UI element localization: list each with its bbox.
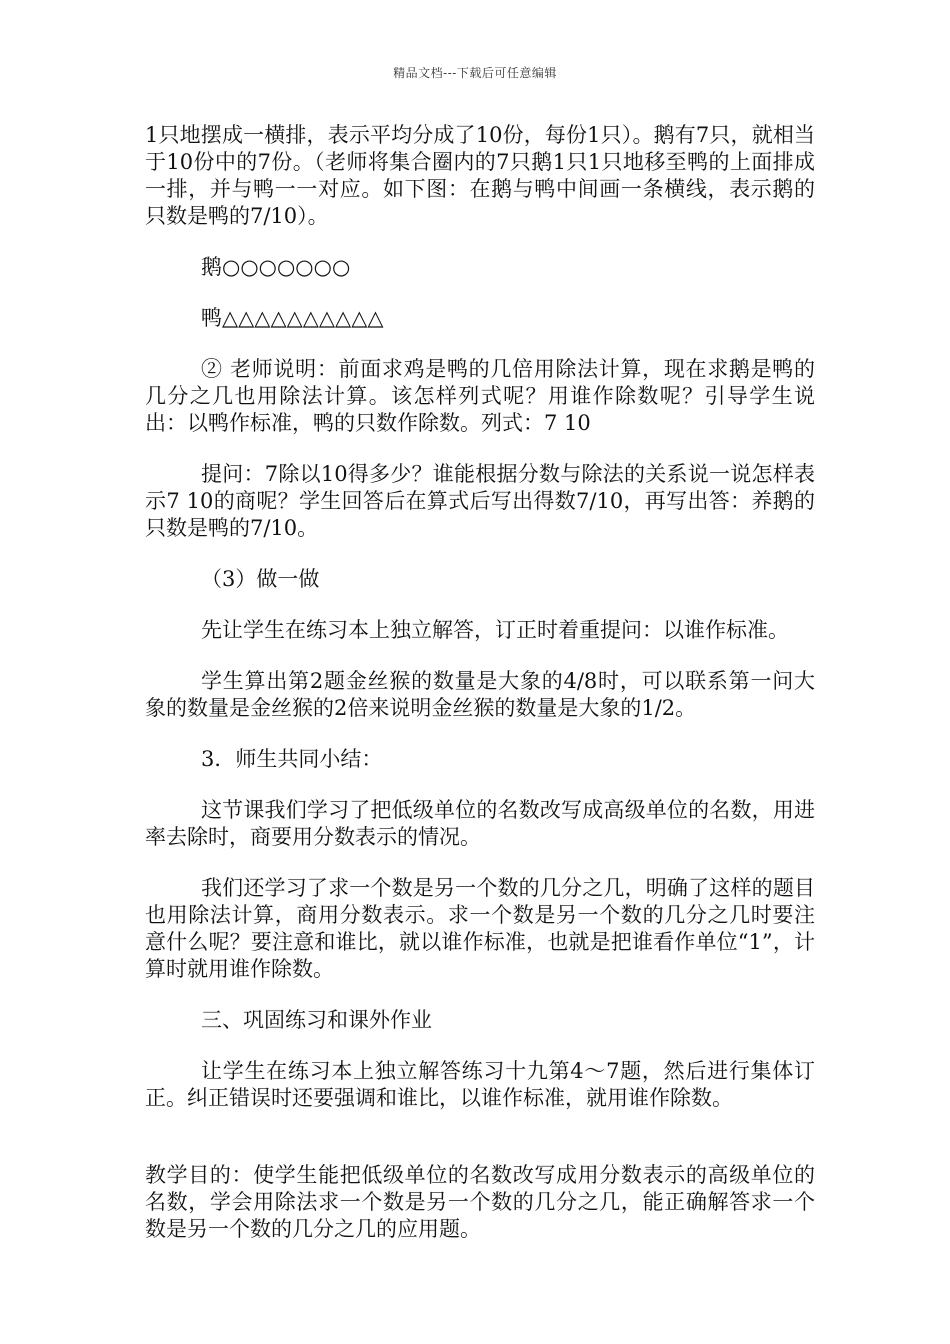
paragraph-golden-monkey: 学生算出第2题金丝猴的数量是大象的4/8时，可以联系第一问大象的数量是金丝猴的2倍来说明金丝猴的数量是大象的1/2。	[145, 669, 815, 720]
paragraph-teaching-goal: 教学目的：使学生能把低级单位的名数改写成用分数表示的高级单位的名数，学会用除法求一个数是另一个数的几分之几，能正确解答求一个数是另一个数的几分之几的应用题。	[145, 1163, 815, 1241]
paragraph-summary-fractions: 我们还学习了求一个数是另一个数的几分之几，明确了这样的题目也用除法计算，商用分数表示。求一个数是另一个数的几分之几时要注意什么呢？要注意和谁比，就以谁作标准，也就是把谁看作单位“1”，计算时就用谁作除数。	[145, 876, 815, 981]
paragraph-goose-intro: 1只地摆成一横排，表示平均分成了10份，每份1只）。鹅有7只，就相当于10份中的7份。（老师将集合圈内的7只鹅1只1只地移至鸭的上面排成一排，并与鸭一一对应。如下图：在鹅与鸭中间画一条横线，表示鹅的只数是鸭的7/10）。	[145, 123, 815, 228]
paragraph-homework-heading: 三、巩固练习和课外作业	[201, 1008, 432, 1032]
paragraph-goose-row: 鹅○○○○○○○	[201, 255, 351, 279]
paragraph-duck-row: 鸭△△△△△△△△△△	[201, 306, 384, 330]
page-header: 精品文档---下载后可任意编辑	[393, 66, 557, 80]
paragraph-practice-heading: （3）做一做	[201, 567, 320, 591]
document-body	[145, 122, 815, 1243]
paragraph-practice-first: 先让学生在练习本上独立解答，订正时着重提问：以谁作标准。	[201, 618, 789, 642]
paragraph-homework: 让学生在练习本上独立解答练习十九第4～7题，然后进行集体订正。纠正错误时还要强调和谁比，以谁作标准，就用谁作除数。	[145, 1059, 815, 1110]
paragraph-teacher-explains: ② 老师说明：前面求鸡是鸭的几倍用除法计算，现在求鹅是鸭的几分之几也用除法计算。该怎样列式呢？用谁作除数呢？引导学生说出：以鸭作标准，鸭的只数作除数。列式：7 10	[145, 357, 815, 435]
paragraph-summary-units: 这节课我们学习了把低级单位的名数改写成高级单位的名数，用进率去除时，商要用分数表示的情况。	[145, 798, 815, 849]
paragraph-summary-heading: 3．师生共同小结：	[201, 747, 383, 771]
paragraph-question: 提问：7除以10得多少？谁能根据分数与除法的关系说一说怎样表示7 10的商呢？学生回答后在算式后写出得数7/10，再写出答：养鹅的只数是鸭的7/10。	[145, 462, 815, 540]
